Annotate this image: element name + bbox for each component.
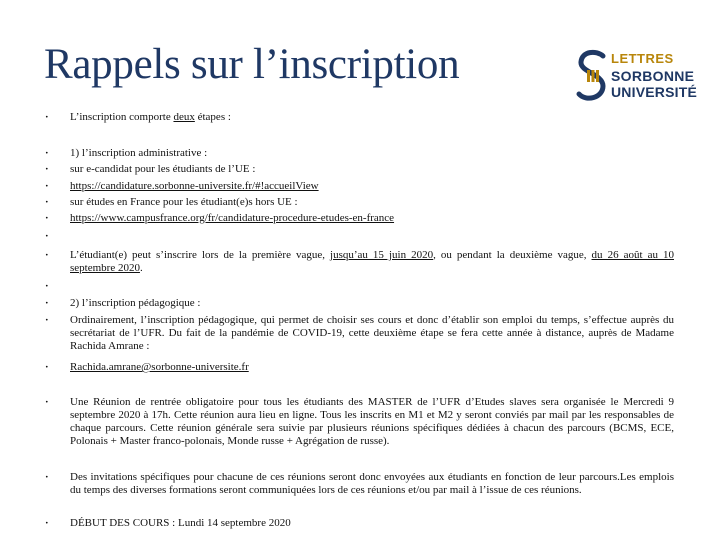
bullet: • <box>45 520 49 527</box>
bullet: • <box>45 199 49 206</box>
bullet: • <box>45 364 49 371</box>
logo-line-universite: UNIVERSITÉ <box>611 84 698 100</box>
page-title: Rappels sur l’inscription <box>44 41 460 88</box>
bullet: • <box>45 252 49 259</box>
bullet: • <box>45 114 49 121</box>
bullet: • <box>45 233 49 240</box>
bullet: • <box>45 166 49 173</box>
email-link[interactable]: Rachida.amrane@sorbonne-universite.fr <box>70 361 249 373</box>
bullet: • <box>45 300 49 307</box>
bullet-list: • L’inscription comporte deux étapes : • 1) l’inscription administrative : • sur e-candidat pour les étudiants de l’UE : • https://candidature.sorbonne-universite.fr/#!accueilView • sur études en France pour les étudiant(e)s hors UE : • https://www.campusfrance.org/fr/candidature-procedure-etudes-en-france • • L’étudiant(e) peut s’inscrire lors de la première vague, jusqu’au 15 juin 2020, ou pendant la deuxième vague, du 26 août au 10 septembre 2020. • • 2) l’inscription pédagogique : • Ordinairement, l’inscription pédagogique, qui permet de choisir ses cours et donc d’établir son emploi du temps, s’effectue auprès du secrétariat de l’UFR. Du fait de la pandémie de COVID-19, cette deuxième étape se fera cette année à distance, auprès de Madame Rachida Amrane : • Rachida.amrane@sorbonne-universite.fr • Une Réunion de rentrée obligatoire pour tous les étudiants des MASTER de l’UFR d’Etudes slaves sera organisée le Mercredi 9 septembre 2020 à 17h. Cette réunion aura lieu en ligne. Tous les inscrits en M1 et M2 y seront conviés par mail par les responsables de chaque parcours. Cette réunion générale sera suivie par plusieurs réunions spécifiques dédiées à chacun des parcours (BCMS, ECE, Polonais + Master franco-polonais, Monde russe + Agrégation de russe). • Des invitations spécifiques pour chacune de ces réunions seront donc envoyées aux étudiants en fonction de leur parcours.Les emplois du temps des diverses formations seront communiquées lors de ces réunions et/ou par mail à l’issue de ces réunions. • DÉBUT DES COURS : Lundi 14 septembre 2020 <box>45 111 674 529</box>
bullet: • <box>45 399 49 406</box>
ecandidat-link[interactable]: https://candidature.sorbonne-universite.fr/#!accueilView <box>70 180 319 192</box>
bullet: • <box>45 474 49 481</box>
bullet: • <box>45 317 49 324</box>
logo-line-lettres: LETTRES <box>611 51 674 66</box>
campusfrance-link[interactable]: https://www.campusfrance.org/fr/candidature-procedure-etudes-en-france <box>70 212 395 224</box>
bullet: • <box>45 215 49 222</box>
logo-line-sorbonne: SORBONNE <box>611 68 695 84</box>
bullet: • <box>45 150 49 157</box>
bullet: • <box>45 183 49 190</box>
bullet: • <box>45 283 49 290</box>
